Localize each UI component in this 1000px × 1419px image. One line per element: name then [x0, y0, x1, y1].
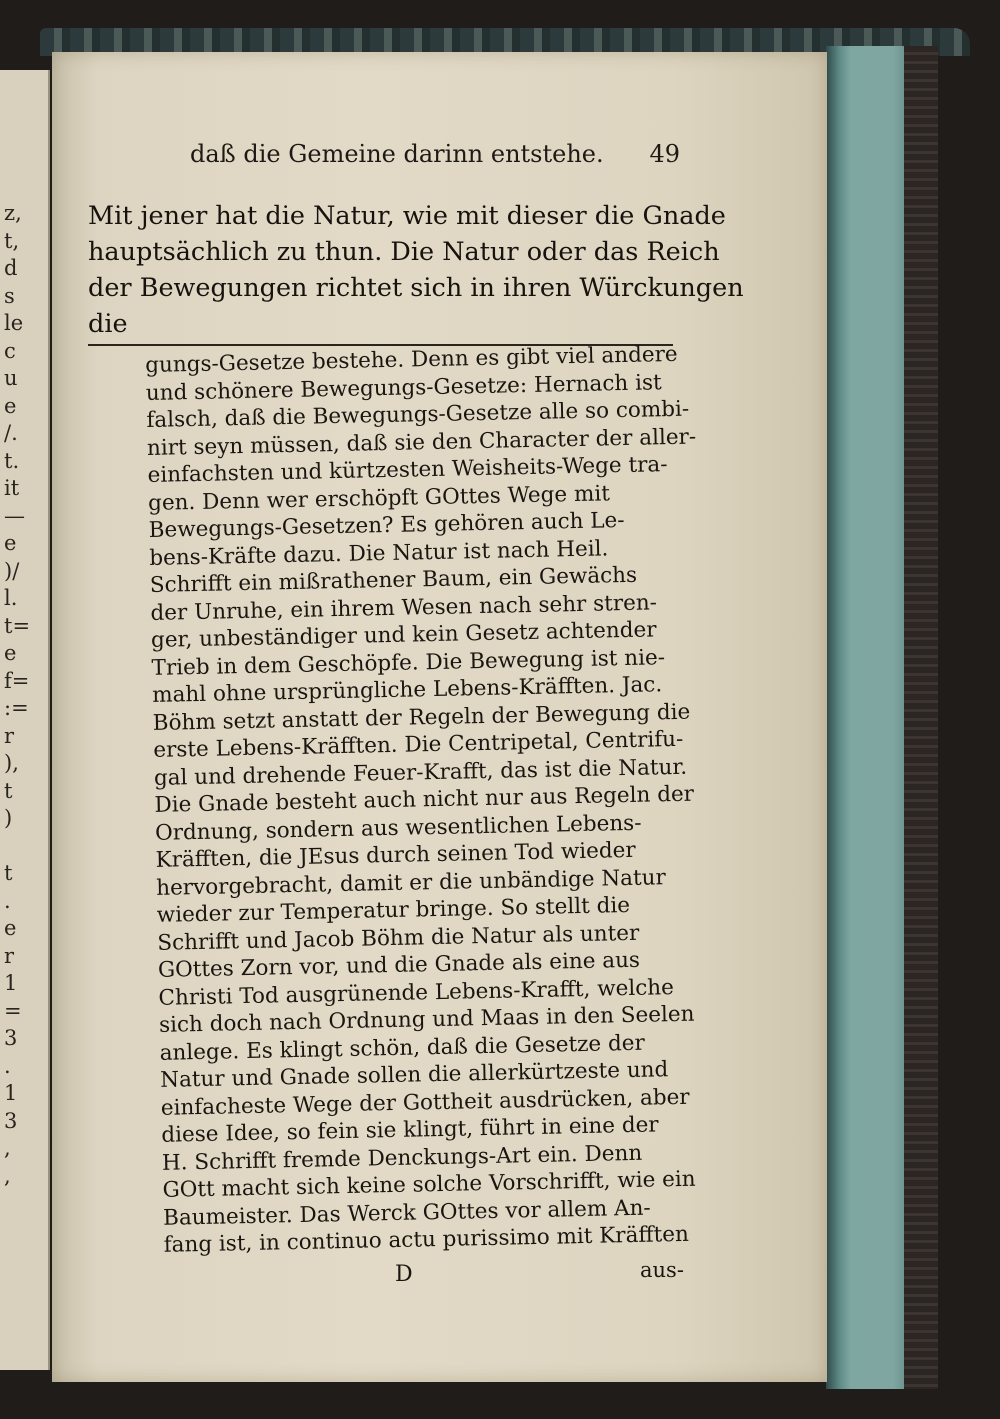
footnote-line: gal und drehende Feuer-Krafft, das ist die Natur. — [153, 754, 688, 791]
text-line: Mit jener hat die Natur, wie mit dieser die Gnade — [88, 201, 726, 231]
footnote-line: mahl ohne ursprüngliche Lebens-Kräfften. Jac. — [151, 672, 663, 708]
footnote-line: Die Gnade besteht auch nicht nur aus Regeln der — [154, 781, 695, 818]
footnote-line: Baumeister. Das Werck GOttes vor allem An- — [162, 1195, 651, 1231]
footnote-line: sich doch nach Ordnung und Maas in den Seelen — [158, 1001, 695, 1038]
footnote-line: Schrifft und Jacob Böhm die Natur als unter — [157, 920, 640, 956]
footnote-line: Schrifft ein mißrathener Baum, ein Gewächs — [149, 562, 638, 598]
left-page-edge — [0, 70, 50, 1370]
page-edges — [826, 46, 938, 1389]
footnote-line: anlege. Es klingt schön, daß die Gesetze der — [159, 1030, 645, 1066]
footnote-line: und schönere Bewegungs-Gesetze: Hernach ist — [145, 369, 662, 406]
footnote-line: bens-Kräfte dazu. Die Natur ist nach Heil. — [149, 535, 609, 571]
text-line: der Bewegungen richtet sich in ihren Würckungen — [88, 273, 744, 303]
left-page-text-fragments: z, t, d s le c u e /. t. it — e )/ l. t= e f= := r ), t ) t . e r 1 = 3 . 1 3 , , — [4, 201, 31, 1188]
running-header — [190, 140, 680, 176]
footnote-line: hervorgebracht, damit er die unbändige Natur — [155, 864, 666, 901]
running-title: daß die Gemeine darinn entstehe. — [190, 140, 604, 168]
footnote-line: Christi Tod ausgrünende Lebens-Krafft, welche — [158, 974, 675, 1011]
footnote-line: nirt seyn müssen, daß sie den Character der aller- — [146, 423, 697, 461]
footnote-line: Bewegungs-Gesetzen? Es gehören auch Le- — [148, 507, 625, 543]
main-text — [88, 198, 744, 342]
footnote-line: gungs-Gesetze bestehe. Denn es gibt viel andere — [145, 341, 678, 378]
footnote-line: gen. Denn wer erschöpft GOttes Wege mit — [147, 480, 611, 516]
footnote-line: GOttes Zorn vor, und die Gnade als eine aus — [157, 947, 641, 983]
footnote-line: ger, unbeständiger und kein Gesetz achtender — [150, 617, 657, 653]
footnote-line: Ordnung, sondern aus wesentlichen Lebens- — [154, 810, 642, 846]
footnote-line: GOtt macht sich keine solche Vorschrifft, wie ein — [162, 1166, 696, 1203]
footnote-line: der Unruhe, ein ihrem Wesen nach sehr stren- — [150, 589, 658, 626]
text-line: die — [88, 309, 128, 339]
footnote-line: H. Schrifft fremde Denckungs-Art ein. Denn — [161, 1140, 643, 1176]
footnote-line: erste Lebens-Kräfften. Die Centripetal, Centrifu- — [153, 726, 684, 763]
footnote — [145, 341, 709, 1260]
footnote-line: fang ist, in continuo actu purissimo mit Kräfften — [163, 1221, 690, 1258]
catchword: aus- — [640, 1258, 684, 1282]
footnote-line: Trieb in dem Geschöpfe. Die Bewegung ist nie- — [151, 644, 666, 681]
footnote-line: wieder zur Temperatur bringe. So stellt die — [156, 892, 631, 928]
text-line: hauptsächlich zu thun. Die Natur oder das Reich — [88, 237, 720, 267]
footnote-line: falsch, daß die Bewegungs-Gesetze alle so combi- — [146, 396, 690, 433]
page-number: 49 — [649, 140, 680, 168]
footnote-line: Natur und Gnade sollen die allerkürtzeste und — [159, 1057, 669, 1093]
footnote-line: Böhm setzt anstatt der Regeln der Bewegung die — [152, 699, 691, 736]
footnote-line: diese Idee, so fein sie klingt, führt in eine der — [161, 1112, 659, 1148]
footnote-line: Kräfften, die JEsus durch seinen Tod wieder — [155, 837, 636, 873]
footnote-line: einfacheste Wege der Gottheit ausdrücken, aber — [160, 1084, 690, 1121]
footnote-line: einfachsten und kürtzesten Weisheits-Wege tra- — [147, 452, 668, 488]
signature-mark: D — [395, 1262, 413, 1287]
